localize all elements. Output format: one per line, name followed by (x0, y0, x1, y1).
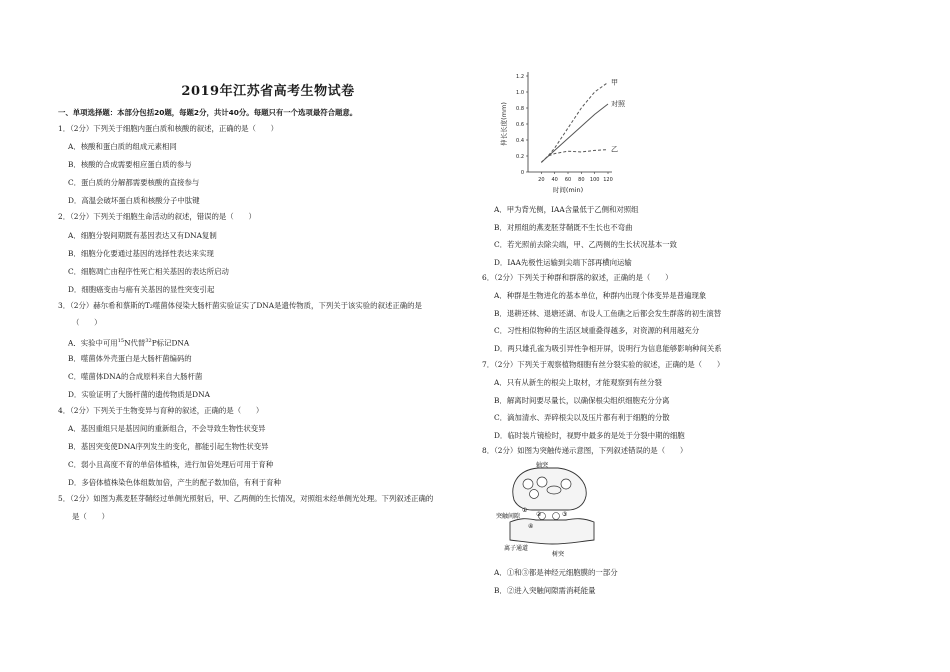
q1-option-a: A．核酸和蛋白质的组成元素相同 (68, 142, 177, 151)
label-4: ④ (528, 523, 534, 530)
vesicle (537, 477, 547, 487)
series-label-1: 甲 (611, 78, 618, 87)
q7-option-d: D．临时装片镜检时，视野中最多的是处于分裂中期的细胞 (494, 431, 685, 440)
label-1: ① (522, 507, 528, 514)
x-tick-label: 40 (551, 177, 558, 183)
vesicle (530, 490, 539, 499)
series-line-3 (541, 150, 608, 163)
vesicle (523, 479, 533, 489)
y-tick-label: 1.2 (516, 74, 524, 80)
q6-option-d: D．两只雄孔雀为吸引异性争相开屏，说明行为信息能够影响种间关系 (494, 344, 722, 353)
label-axon: 轴突 (536, 462, 549, 469)
q4-option-d: D．多倍体植株染色体组数加倍，产生的配子数加倍，有利于育种 (68, 478, 281, 487)
q5-stem-cont: 是（ ） (72, 512, 109, 521)
x-tick-label: 60 (564, 177, 572, 183)
q7-option-a: A．只有从新生的根尖上取材，才能观察到有丝分裂 (494, 378, 662, 387)
postsynaptic-membrane (510, 519, 594, 544)
x-tick-label: 100 (589, 177, 600, 183)
growth-chart (492, 68, 642, 198)
q5-option-b: B．对照组的燕麦胚芽鞘既不生长也不弯曲 (494, 223, 633, 232)
q2-option-b: B．细胞分化要通过基因的选择性表达来实现 (68, 249, 214, 258)
q7-stem: 7．（2分）下列关于观察植物细胞有丝分裂实验的叙述，正确的是（ ） (482, 360, 725, 369)
q5-stem: 5．（2分）如图为燕麦胚芽鞘经过单侧光照射后，甲、乙两侧的生长情况，对照组未经单侧光处理。下列叙述正确的 (58, 494, 434, 503)
y-tick-label: 0 (520, 170, 524, 176)
q2-option-d: D．细胞癌变由与癌有关基因的显性突变引起 (68, 285, 215, 294)
q6-option-a: A．种群是生物进化的基本单位，种群内出现个体变异是普遍现象 (494, 291, 707, 300)
q6-option-b: B．退耕还林、退塘还湖、布设人工鱼礁之后都会发生群落的初生演替 (494, 309, 722, 318)
q2-option-a: A．细胞分裂间期既有基因表达又有DNA复制 (68, 231, 217, 240)
y-tick-label: 0.8 (516, 106, 524, 112)
q5-option-d: D．IAA先极性运输到尖端下部再横向运输 (494, 258, 632, 267)
series-label-2: 对照 (611, 100, 625, 108)
q5-option-c: C．若光照前去除尖端，甲、乙两侧的生长状况基本一致 (494, 240, 678, 249)
vesicle (561, 479, 571, 489)
label-3: ③ (562, 511, 568, 518)
label-2: ② (536, 511, 542, 518)
q4-option-c: C．弱小且高度不育的单倍体植株，进行加倍处理后可用于育种 (68, 460, 274, 469)
q8-option-b: B．②进入突触间隙需消耗能量 (494, 586, 596, 595)
q2-option-c: C．细胞凋亡由程序性死亡相关基因的表达所启动 (68, 267, 229, 276)
y-axis-label: 伸长长度(mm) (500, 102, 508, 146)
transmitter-molecule (553, 513, 560, 520)
q3-option-c: C．噬菌体DNA的合成原料来自大肠杆菌 (68, 372, 203, 381)
page-title: 2019年江苏省高考生物试卷 (181, 84, 355, 99)
q5-option-a: A．甲为背光侧，IAA含量低于乙侧和对照组 (494, 205, 639, 214)
q4-option-b: B．基因突变使DNA序列发生的变化，都能引起生物性状变异 (68, 442, 269, 451)
q1-stem: 1．（2分）下列关于细胞内蛋白质和核酸的叙述，正确的是（ ） (58, 124, 279, 133)
q3-option-b: B．噬菌体外壳蛋白是大肠杆菌编码的 (68, 354, 192, 363)
x-tick-label: 80 (578, 177, 585, 183)
label-cleft: 突触间隙 (496, 513, 521, 520)
y-tick-label: 0.4 (516, 138, 524, 144)
label-channel: 离子通道 (504, 545, 529, 552)
q3-option-d: D．实验证明了大肠杆菌的遗传物质是DNA (68, 390, 210, 399)
presynaptic-terminal (513, 468, 586, 510)
series-label-3: 乙 (611, 145, 618, 154)
q3-stem-cont: （ ） (72, 318, 102, 327)
q8-option-a: A．①和③都是神经元细胞膜的一部分 (494, 568, 618, 577)
series-line-2 (541, 104, 608, 162)
q1-option-d: D．高温会破坏蛋白质和核酸分子中肽键 (68, 196, 200, 205)
label-dendrite: 树突 (552, 551, 565, 558)
q7-option-b: B．解离时间要尽量长，以确保根尖组织细胞充分分离 (494, 396, 670, 405)
q3-stem: 3．（2分）赫尔希和蔡斯的T₂噬菌体侵染大肠杆菌实验证实了DNA是遗传物质，下列关于该实验的叙述正确的是 (58, 301, 422, 310)
q7-option-c: C．滴加清水、弄碎根尖以及压片都有利于细胞的分散 (494, 413, 670, 422)
q1-option-c: C．蛋白质的分解都需要核酸的直接参与 (68, 178, 200, 187)
x-axis-label: 时间(min) (552, 186, 584, 194)
q2-stem: 2．（2分）下列关于细胞生命活动的叙述，错误的是（ ） (58, 212, 256, 221)
q8-stem: 8．（2分）如图为突触传递示意图，下列叙述错误的是（ ） (482, 446, 688, 455)
q4-option-a: A．基因重组只是基因间的重新组合，不会导致生物性状变异 (68, 424, 266, 433)
x-tick-label: 120 (603, 177, 613, 183)
q4-stem: 4．（2分）下列关于生物变异与育种的叙述，正确的是（ ） (58, 406, 264, 415)
synapse-diagram (496, 460, 606, 558)
x-tick-label: 20 (538, 177, 545, 183)
q3-option-a: A．实验中可用$^{15}$N代替$^{32}$P标记DNA (68, 338, 190, 348)
series-line-1 (541, 82, 608, 162)
q6-stem: 6．（2分）下列关于种群和群落的叙述，正确的是（ ） (482, 273, 673, 282)
q6-option-c: C．习性相似物种的生活区域重叠得越多，对资源的利用越充分 (494, 326, 700, 335)
y-tick-label: 0.6 (516, 122, 524, 128)
y-tick-label: 1.0 (516, 90, 524, 96)
section-heading: 一、单项选择题：本部分包括20题，每题2分，共计40分。每题只有一个选项最符合题意。 (58, 108, 358, 117)
q1-option-b: B．核酸的合成需要相应蛋白质的参与 (68, 160, 192, 169)
y-tick-label: 0.2 (516, 154, 524, 160)
